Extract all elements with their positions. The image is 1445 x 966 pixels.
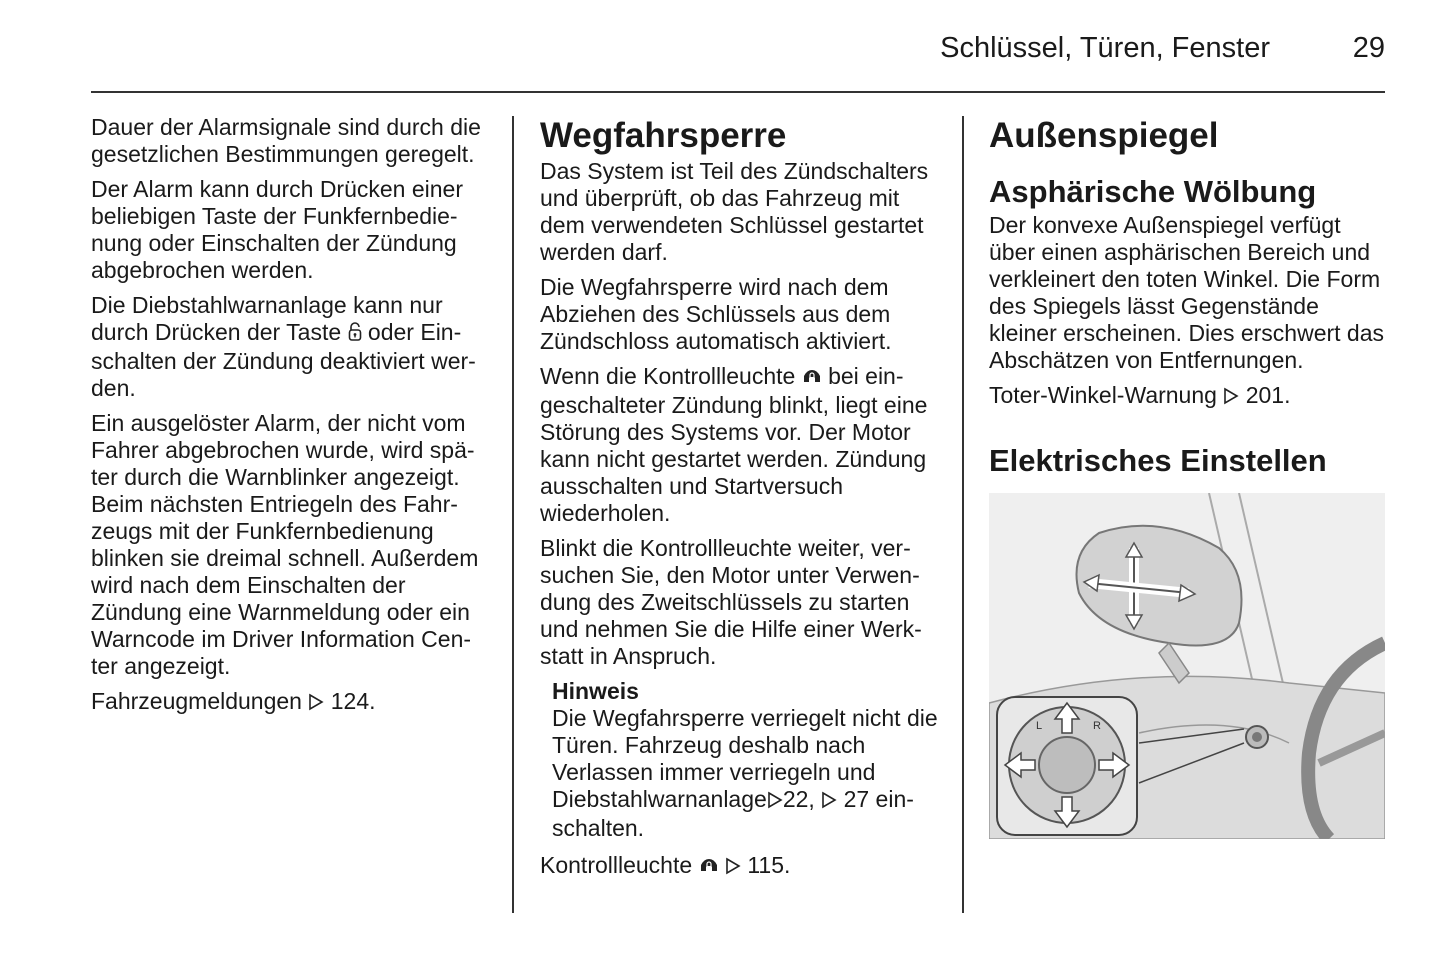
paragraph-deactivate: Die Diebstahlwarnanlage kann nur durch Drücken der Taste oder Einschalten der Zündung deaktiviert werden. — [91, 292, 476, 401]
heading-immobilizer: Wegfahrsperre — [540, 116, 787, 155]
paragraph-aspheric: Der konvexe Außenspiegel verfügt über einen asphärischen Bereich und verkleinert den toten Winkel. Die Form des Spiegels lässt Gegenstände kleiner erscheinen. Dies erschwert das Abschätzen von Entfernungen. — [989, 212, 1385, 373]
reference-blind-spot: Toter-Winkel-Warnung 201. — [989, 382, 1387, 411]
paragraph-immobilizer-system: Das System ist Teil des Zündschalters und überprüft, ob das Fahrzeug mit dem verwendeten Schlüssel gestartet werden darf. — [540, 158, 929, 265]
header-title: Schlüssel, Türen, Fenster — [940, 32, 1270, 64]
paragraph-alarm-cancel: Der Alarm kann durch Drücken einer beliebigen Taste der Funkfernbedienung oder Einschalten der Zündung abgebrochen werden. — [91, 176, 463, 283]
column-2 — [540, 114, 938, 889]
hint-box — [552, 678, 938, 842]
reference-arrow-icon — [1223, 384, 1239, 411]
reference-arrow-icon — [308, 690, 324, 717]
reference-warning-light: Kontrollleuchte 115. — [540, 852, 938, 881]
reference-arrow-icon — [767, 788, 783, 815]
paragraph-warning-light-blinks: Wenn die Kontrollleuchte bei eingeschalteter Zündung blinkt, liegt eine Störung des Systems vor. Der Motor kann nicht gestartet werden. Zündung ausschalten und Startversuch wiederholen. — [540, 363, 928, 526]
header-divider — [91, 91, 1385, 93]
column-divider-1 — [512, 116, 514, 913]
reference-arrow-icon — [725, 854, 741, 881]
subheading-electric-adjust: Elektrisches Einstellen — [989, 443, 1327, 478]
mirror-switch-inset — [997, 697, 1137, 835]
column-divider-2 — [962, 116, 964, 913]
unlock-button-icon — [348, 321, 362, 348]
page-number: 29 — [1352, 32, 1385, 64]
reference-arrow-icon — [821, 788, 837, 815]
hint-title: Hinweis — [552, 678, 639, 704]
paragraph-second-key: Blinkt die Kontrollleuchte weiter, versuchen Sie, den Motor unter Verwendung des Zweitschlüssels zu starten und nehmen Sie die Hilfe einer Werkstatt in Anspruch. — [540, 535, 922, 669]
immobilizer-warning-light-icon — [699, 854, 719, 881]
heading-exterior-mirrors: Außenspiegel — [989, 116, 1219, 155]
column-3 — [989, 114, 1387, 839]
paragraph-immobilizer-activation: Die Wegfahrsperre wird nach dem Abziehen des Schlüssels aus dem Zündschloss automatisch aktiviert. — [540, 274, 892, 354]
paragraph-triggered-alarm: Ein ausgelöster Alarm, der nicht vom Fahrer abgebrochen wurde, wird später durch die Warnblinker angezeigt. Beim nächsten Entriegeln des Fahrzeugs mit der Funkfernbedienung blinken sie dreimal schnell. Außerdem wird nach dem Einschalten der Zündung eine Warnmeldung oder ein Warncode im Driver Information Center angezeigt. — [91, 410, 479, 679]
column-1 — [91, 114, 489, 725]
subheading-aspheric: Asphärische Wölbung — [989, 174, 1317, 209]
hint-text: Die Wegfahrsperre verriegelt nicht die Türen. Fahrzeug deshalb nach Verlassen immer verriegeln und Diebstahlwarnanlage 22, 27 einschalten. — [552, 705, 938, 841]
immobilizer-warning-light-icon — [802, 365, 822, 392]
switch-label-left: L — [1036, 720, 1043, 732]
reference-vehicle-messages: Fahrzeugmeldungen 124. — [91, 688, 489, 717]
paragraph-alarm-duration: Dauer der Alarmsignale sind durch die gesetzlichen Bestimmungen geregelt. — [91, 114, 481, 167]
mirror-adjustment-illustration — [989, 493, 1385, 839]
switch-label-right: R — [1093, 720, 1101, 732]
